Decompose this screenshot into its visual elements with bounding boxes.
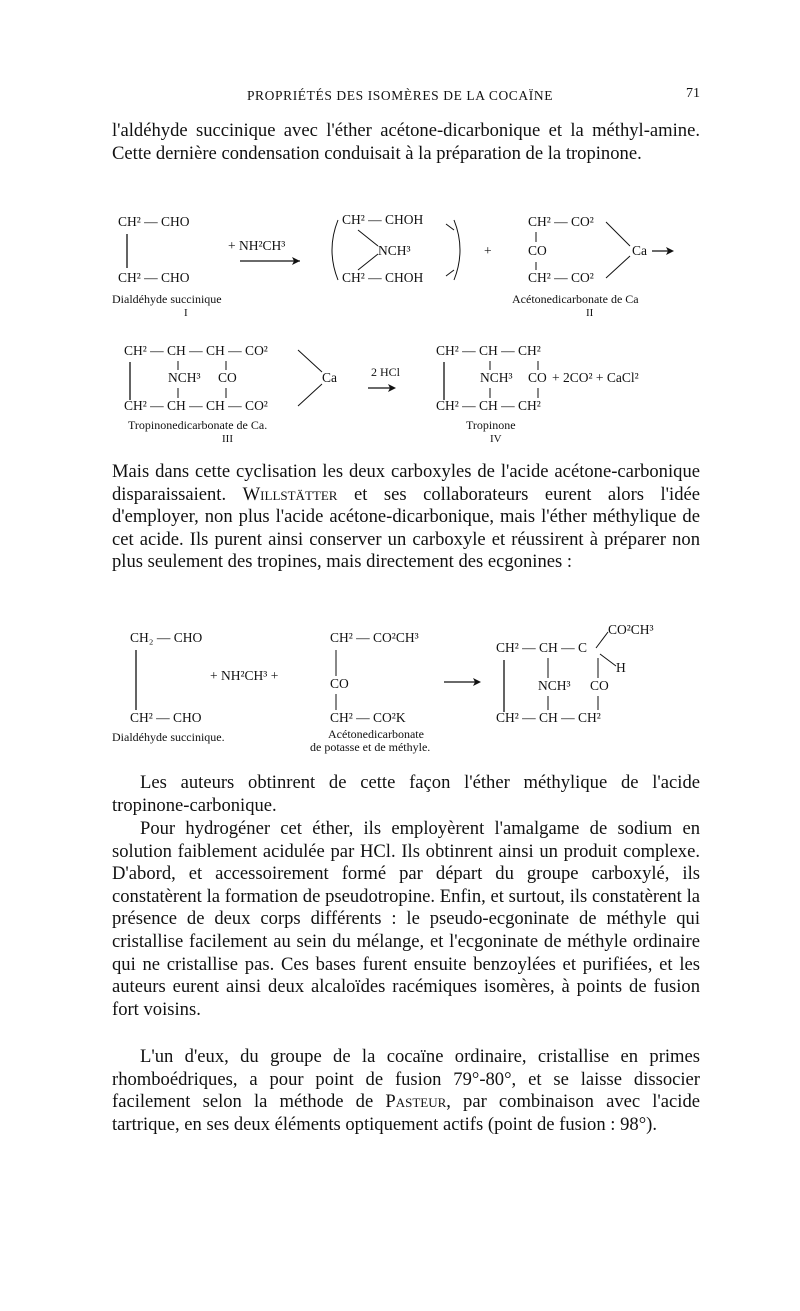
tropinone-dicarb-top: CH² — CH — CH — CO² (124, 343, 268, 358)
paragraph-2 (112, 461, 700, 574)
author-willstatter: Willstätter (242, 483, 338, 505)
page-number: 71 (686, 86, 700, 101)
tropinone-products: + 2CO² + CaCl² (552, 370, 639, 385)
s2-reagent: + NH²CH³ + (210, 668, 279, 683)
intermediate-top: CH² — CHOH (342, 212, 424, 227)
tropinone-dicarb-co: CO (218, 370, 237, 385)
paren-right (454, 220, 460, 280)
paragraph-2-text-b: et ses collaborateurs eurent alors l'idée d'employer, non plus l'acide acétone-dicarbonique, mais l'éther méthylique de cet acide. Ils purent ainsi conserver un carboxyle et réussirent à préparer non plus seulement des tropines, mais directement des ecgonines : (112, 483, 701, 573)
author-pasteur: Pasteur (385, 1091, 447, 1113)
s2-ester-co: CO (330, 676, 349, 691)
paren-left (332, 220, 338, 280)
s2-dialdehyde-top: CH₂ — CHO (130, 630, 203, 645)
s2-label-ester-2: de potasse et de méthyle. (310, 740, 431, 754)
tropinone-top: CH² — CH — CH² (436, 343, 541, 358)
label-tropinone-num: IV (490, 433, 502, 445)
label-dialdehyde-num: I (184, 307, 188, 319)
paragraph-4: Pour hydrogéner cet éther, ils employèrent l'amalgame de sodium en solution faiblement acidulée par HCl. Ils obtinrent ainsi un produit complexe. D'abord, et accessoirement formé par départ du groupe carboxylé, ils constatèrent la formation de pseudotropine. Enfin, et surtout, ils constatèrent la présence de deux corps différents : le pseudo-ecgoninate de méthyle qui cristallise facilement au sein du mélange, et l'ecgoninate de méthyle ordinaire qui ne cristallise pas. Ces bases furent ensuite benzoylées et purifiées, et les auteurs eurent ainsi deux alcaloïdes racémiques isomères, à points de fusion fort voisins. (112, 818, 700, 1020)
tropinone-dicarb-ca: Ca (322, 370, 337, 385)
reaction-scheme-2-svg (0, 610, 800, 760)
s2-product-nch3: NCH³ (538, 678, 571, 693)
s2-product-bottom: CH² — CH — CH² (496, 710, 601, 725)
label-acetone: Acétonedicarbonate de Ca (512, 292, 639, 306)
reagent-methylamine: + NH²CH³ (228, 238, 286, 253)
reaction-scheme-1 (0, 200, 800, 450)
paragraph-2-text-a: Mais dans cette cyclisation les deux carboxyles de l'acide acétone-carbonique disparaissaient. (112, 461, 700, 505)
intermediate-nch3: NCH³ (378, 243, 411, 258)
s2-ester-top: CH² — CO²CH³ (330, 630, 419, 645)
paragraph-5 (112, 1046, 700, 1136)
s2-product-co2ch3: CO²CH³ (608, 622, 654, 637)
paragraph-1: l'aldéhyde succinique avec l'éther acétone-dicarbonique et la méthyl-amine. Cette dernière condensation conduisait à la préparation de la tropinone. (112, 120, 700, 164)
acetone-bottom: CH² — CO² (528, 270, 594, 285)
acetone-co: CO (528, 243, 547, 258)
tropinone-co: CO (528, 370, 547, 385)
s2-dialdehyde-bottom: CH² — CHO (130, 710, 202, 725)
acetone-top: CH² — CO² (528, 214, 594, 229)
dialdehyde-bottom: CH² — CHO (118, 270, 190, 285)
tropinone-nch3: NCH³ (480, 370, 513, 385)
s2-product-top: CH² — CH — C (496, 640, 588, 655)
reagent-hcl: 2 HCl (371, 365, 401, 379)
label-tropinone-dicarb: Tropinonedicarbonate de Ca. (128, 418, 268, 432)
s2-ester-bottom: CH² — CO²K (330, 710, 406, 725)
paragraph-3: Les auteurs obtinrent de cette façon l'éther méthylique de l'acide tropinone-carbonique. (112, 772, 700, 816)
reaction-scheme-1-svg (0, 200, 800, 450)
label-dialdehyde: Dialdéhyde succinique (112, 292, 222, 306)
s2-label-dialdehyde: Dialdéhyde succinique. (112, 730, 225, 744)
label-tropinone-dicarb-num: III (222, 433, 233, 445)
tropinone-dicarb-bottom: CH² — CH — CH — CO² (124, 398, 268, 413)
s2-product-co: CO (590, 678, 609, 693)
plus-sign: + (484, 243, 492, 258)
s2-product-h: H (616, 660, 626, 675)
acetone-ca: Ca (632, 243, 647, 258)
intermediate-bottom: CH² — CHOH (342, 270, 424, 285)
label-acetone-num: II (586, 307, 594, 319)
reaction-scheme-2 (0, 610, 800, 760)
paragraph-5-text-b: , par combinaison avec l'acide tartrique, en ses deux éléments optiquement actifs (point de fusion : 98°). (112, 1091, 700, 1135)
tropinone-bottom: CH² — CH — CH² (436, 398, 541, 413)
s2-label-ester-1: Acétonedicarbonate (328, 727, 424, 741)
running-head: PROPRIÉTÉS DES ISOMÈRES DE LA COCAÏNE (246, 88, 554, 103)
paragraph-5-text-a: L'un d'eux, du groupe de la cocaïne ordinaire, cristallise en primes rhomboédriques, a pour point de fusion 79°-80°, et se laisse dissocier facilement selon la méthode de (112, 1046, 700, 1113)
label-tropinone: Tropinone (466, 418, 516, 432)
tropinone-dicarb-nch3: NCH³ (168, 370, 201, 385)
dialdehyde-top: CH² — CHO (118, 214, 190, 229)
